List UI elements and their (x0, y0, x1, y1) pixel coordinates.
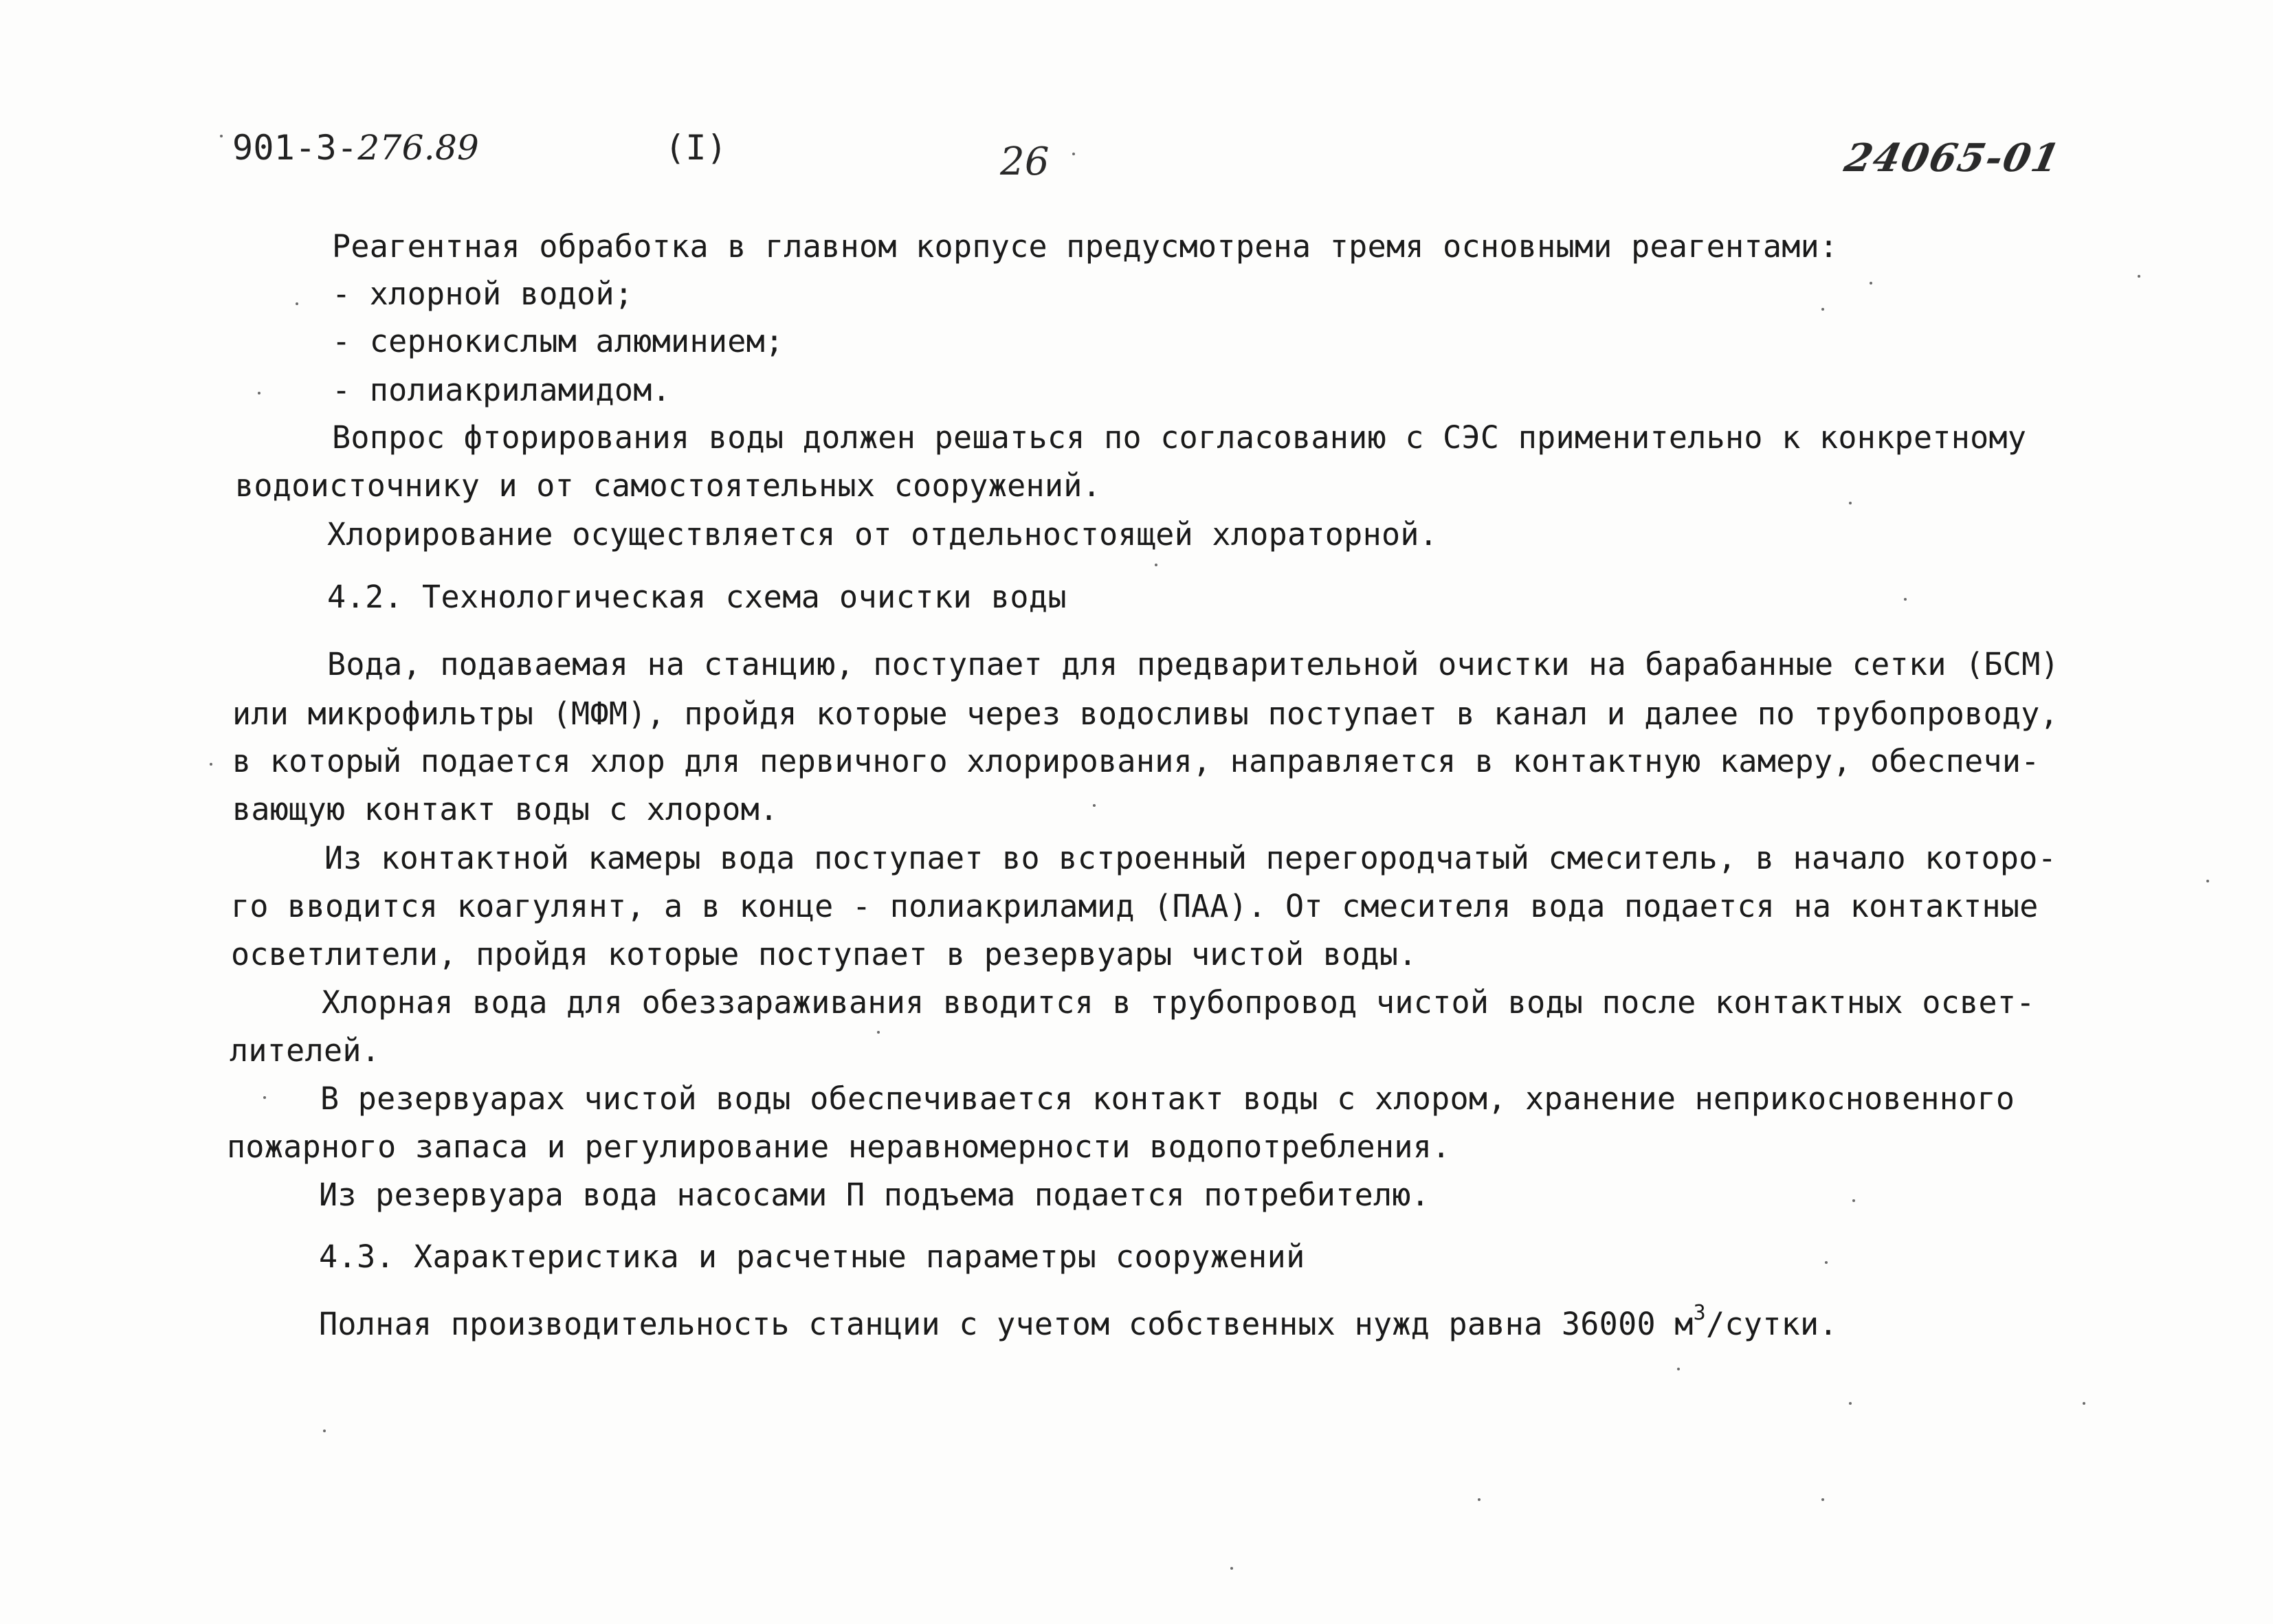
project-code (232, 128, 480, 168)
list-item: - сернокислым алюминием; (332, 323, 784, 359)
paragraph-line: го вводится коагулянт, а в конце - полиакриламид (ПАА). От смесителя вода подается на контактные (231, 888, 2039, 924)
paragraph-line: Вода, подаваемая на станцию, поступает для предварительной очистки на барабанные сетки (БСМ) (327, 646, 2060, 682)
superscript: 3 (1693, 1301, 1707, 1325)
scan-speck (323, 1430, 326, 1432)
scan-speck (1230, 1567, 1233, 1570)
scan-speck (220, 135, 223, 137)
scan-speck (2138, 275, 2140, 278)
paragraph-line: Хлорная вода для обеззараживания вводится в трубопровод чистой воды после контактных освет- (322, 984, 2035, 1021)
scan-speck (1072, 153, 1075, 155)
paragraph-line: Вопрос фторирования воды должен решаться по согласованию с СЭС применительно к конкретному (332, 419, 2027, 456)
paragraph-line: вающую контакт воды с хлором. (232, 791, 779, 827)
section-heading: 4.3. Характеристика и расчетные параметры сооружений (319, 1238, 1305, 1275)
paragraph-line: пожарного запаса и регулирование неравномерности водопотребления. (227, 1128, 1451, 1165)
paragraph-line: Из контактной камеры вода поступает во встроенный перегородчатый смеситель, в начало которо- (324, 840, 2057, 876)
paragraph-line: Из резервуара вода насосами П подъема подается потребителю. (319, 1177, 1430, 1213)
paragraph-line: лителей. (230, 1032, 381, 1069)
list-item: - полиакриламидом. (332, 372, 672, 408)
paragraph-line: водоисточнику и от самостоятельных сооружений. (235, 467, 1102, 504)
scan-speck (263, 1096, 266, 1099)
paragraph-line (319, 1301, 1838, 1342)
scan-speck (1904, 598, 1907, 601)
scan-speck (877, 1031, 880, 1034)
scan-speck (1821, 308, 1824, 311)
paragraph-line: Реагентная обработка в главном корпусе предусмотрена тремя основными реагентами: (332, 228, 1839, 265)
paragraph-line: осветлители, пройдя которые поступает в резервуары чистой воды. (231, 936, 1417, 972)
inventory-number: 24065-01 (1840, 135, 2065, 181)
scan-speck (210, 763, 212, 766)
paragraph-line: Хлорирование осуществляется от отдельностоящей хлораторной. (327, 516, 1439, 553)
paragraph-line: В резервуарах чистой воды обеспечивается контакт воды с хлором, хранение неприкосновенного (320, 1080, 2015, 1117)
scan-speck (1478, 1498, 1481, 1501)
capacity-unit: /сутки. (1706, 1306, 1838, 1342)
page-number: 26 (1000, 140, 1050, 184)
paragraph-line: или микрофильтры (МФМ), пройдя которые через водосливы поступает в канал и далее по трубопроводу, (232, 696, 2059, 732)
scan-speck (1821, 1498, 1824, 1501)
capacity-text: Полная производительность станции с учетом собственных нужд равна 36000 м (319, 1306, 1694, 1342)
scan-speck (1870, 282, 1872, 285)
scan-speck (1852, 1199, 1855, 1202)
scan-speck (1155, 564, 1157, 566)
scan-speck (1093, 804, 1096, 807)
project-code-prefix: 901-3- (232, 128, 358, 168)
scan-speck (2083, 1402, 2085, 1405)
scan-speck (296, 302, 298, 305)
paragraph-line: в который подается хлор для первичного хлорирования, направляется в контактную камеру, обеспечи- (232, 743, 2040, 779)
scan-speck (1677, 1368, 1680, 1370)
project-code-handwritten: 276.89 (357, 128, 480, 168)
section-heading: 4.2. Технологическая схема очистки воды (327, 579, 1067, 615)
scan-speck (258, 392, 260, 394)
list-item: - хлорной водой; (332, 276, 634, 312)
scan-speck (2206, 880, 2209, 882)
scan-speck (1849, 502, 1852, 504)
scan-speck (1825, 1261, 1828, 1264)
volume-number: (I) (665, 128, 728, 168)
scan-speck (1849, 1402, 1852, 1405)
